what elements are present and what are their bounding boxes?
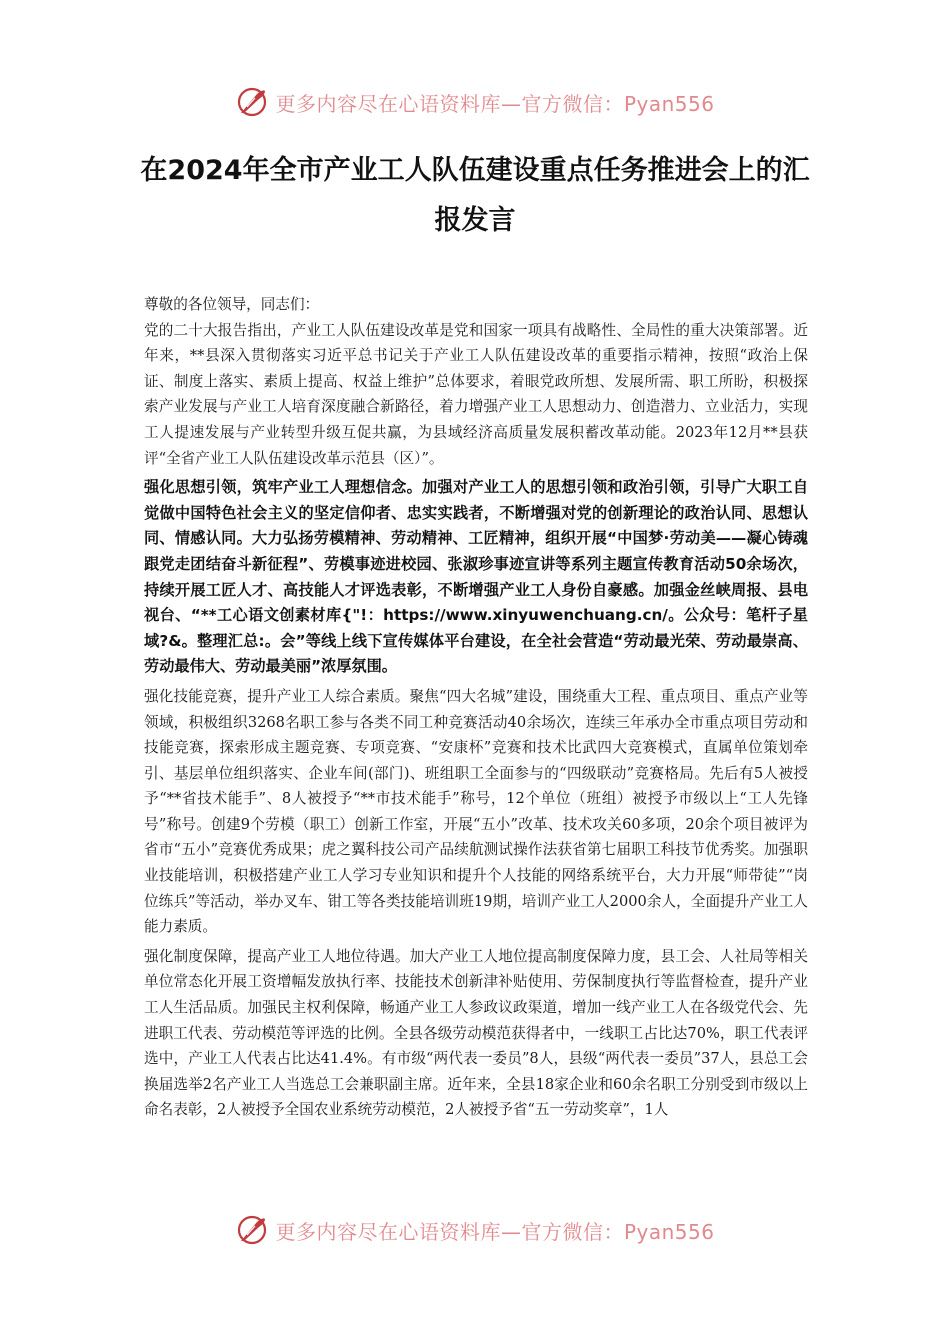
paragraph-skills: 强化技能竞赛，提升产业工人综合素质。聚焦“四大名城”建设，围绕重大工程、重点项目、重点产业等领域，积极组织3268名职工参与各类不同工种竞赛活动40余场次，连续三年承办全市重点项目劳动和技能竞赛，探索形成主题竞赛、专项竞赛、“安康杯”竞赛和技术比武四大竞赛模式，直属单位策划牵引、基层单位组织落实、企业车间(部门)、班组职工全面参与的“四级联动”竞赛格局。先后有5人被授予“**省技术能手”、8人被授予“**市技术能手”称号，12个单位（班组）被授予市级以上“工人先锋号”称号。创建9个劳模（职工）创新工作室，开展“五小”改革、技术攻关60多项，20余个项目被评为省市“五小”竞赛优秀成果；虎之翼科技公司产品续航测试操作法获省第七届职工科技节优秀奖。加强职业技能培训，积极搭建产业工人学习专业知识和提升个人技能的网络系统平台，大力开展“师带徒”“岗位练兵”等活动，举办叉车、钳工等各类技能培训班19期，培训产业工人2000余人，全面提升产业工人能力素质。 [144, 687, 808, 936]
salutation: 尊敬的各位领导，同志们： [144, 296, 320, 313]
document-body [144, 292, 808, 1127]
paragraph-institutions: 强化制度保障，提高产业工人地位待遇。加大产业工人地位提高制度保障力度，县工会、人社局等相关单位常态化开展工资增幅发放执行率、技能技术创新津补贴使用、劳保制度执行等监督检查，提升产业工人生活品质。加强民主权利保障，畅通产业工人参政议政渠道，增加一线产业工人在各级党代会、先进职工代表、劳动模范等评选的比例。全县各级劳动模范获得者中，一线职工占比达70%，职工代表评选中，产业工人代表占比达41.4%。有市级“两代表一委员”8人，县级“两代表一委员”37人，县总工会换届选举2名产业工人当选总工会兼职副主席。近年来，全县18家企业和60余名职工分别受到市级以上命名表彰，2人被授予全国农业系统劳动模范，2人被授予省“五一劳动奖章”，1人 [144, 947, 808, 1119]
banner-text: 更多内容尽在心语资料库—官方微信：Pyan556 [275, 91, 715, 116]
quill-circle-logo-icon [235, 1213, 269, 1247]
paragraph-ideology: 强化思想引领，筑牢产业工人理想信念。加强对产业工人的思想引领和政治引领，引导广大职工自觉做中国特色社会主义的坚定信仰者、忠实实践者，不断增强对党的创新理论的政治认同、思想认同、情感认同。大力弘扬劳模精神、劳动精神、工匠精神，组织开展“中国梦·劳动美——凝心铸魂跟党走团结奋斗新征程”、劳模事迹进校园、张淑珍事迹宣讲等系列主题宣传教育活动50余场次，持续开展工匠人才、高技能人才评选表彰，不断增强产业工人身份自豪感。加强金丝峡周报、县电视台、“**工心语文创素材库{"!：https://www.xinyuwenchuang.cn/。公众号：笔杆子星域?&。整理汇总:。会”等线上线下宣传媒体平台建设，在全社会营造“劳动最光荣、劳动最崇高、劳动最伟大、劳动最美丽”浓厚氛围。 [144, 478, 808, 676]
page-title: 在2024年全市产业工人队伍建设重点任务推进会上的汇报发言 [140, 155, 810, 236]
header-banner [0, 82, 950, 122]
footer-banner [0, 1210, 950, 1250]
quill-circle-logo-icon [235, 85, 269, 119]
banner-text: 更多内容尽在心语资料库—官方微信：Pyan556 [275, 1219, 715, 1244]
paragraph-intro: 党的二十大报告指出，产业工人队伍建设改革是党和国家一项具有战略性、全局性的重大决策部署。近年来，**县深入贯彻落实习近平总书记关于产业工人队伍建设改革的重要指示精神，按照“政治上保证、制度上落实、素质上提高、权益上维护”总体要求，着眼党政所想、发展所需、职工所盼，积极探索产业发展与产业工人培育深度融合新路径，着力增强产业工人思想动力、创造潜力、立业活力，实现工人提速发展与产业转型升级互促共赢，为县域经济高质量发展积蓄改革动能。2023年12月**县获评“全省产业工人队伍建设改革示范县（区）”。 [144, 321, 808, 467]
